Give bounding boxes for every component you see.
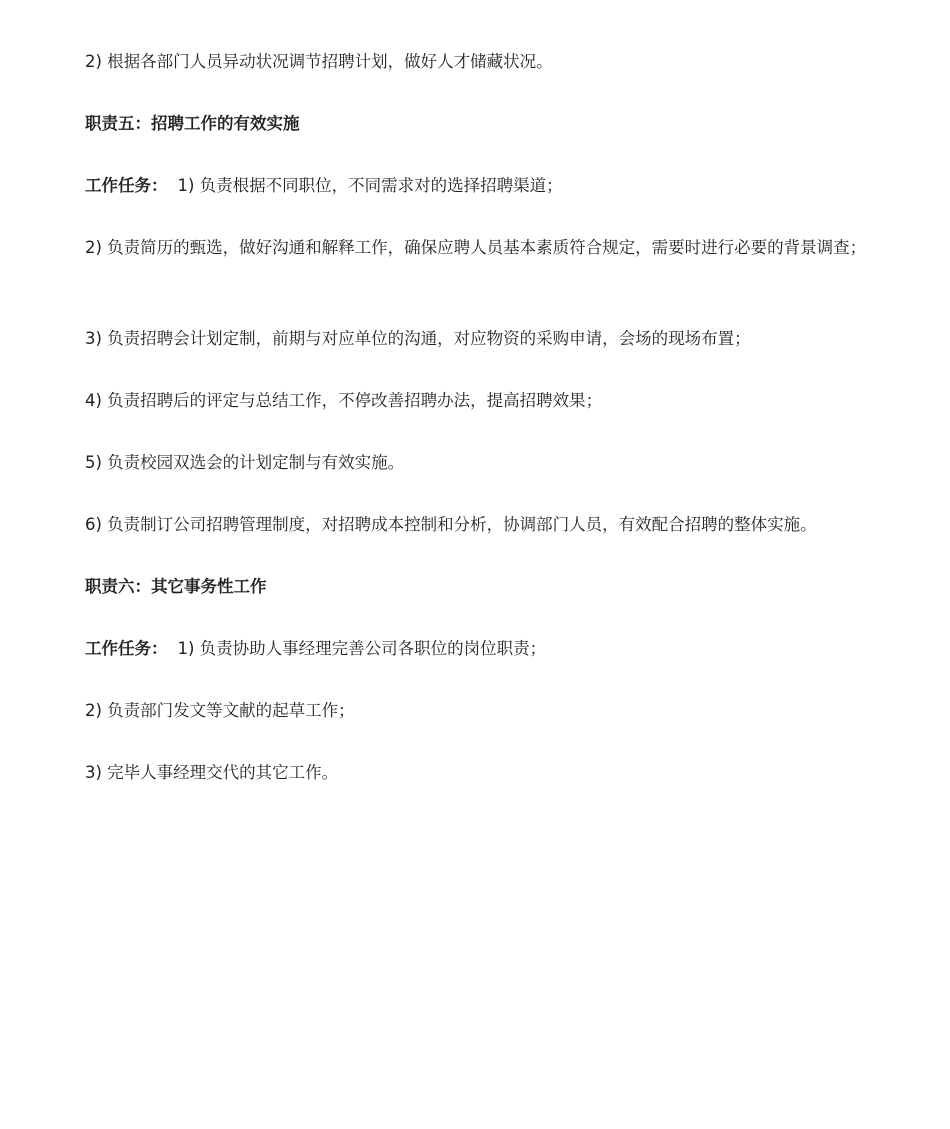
paragraph-recruitment-plan-adjustment [49, 47, 909, 76]
paragraph-text: 6) 负责制订公司招聘管理制度，对招聘成本控制和分析，协调部门人员，有效配合招聘的整体实施。 [85, 515, 817, 534]
paragraph-campus-fair [49, 448, 909, 477]
paragraph-task-job-responsibilities [49, 634, 909, 663]
paragraph-text: 5) 负责校园双选会的计划定制与有效实施。 [85, 453, 405, 472]
task-label: 工作任务： [85, 639, 168, 658]
paragraph-resume-screening [49, 233, 909, 262]
heading-text: 职责五：招聘工作的有效实施 [85, 114, 300, 133]
paragraph-text: 2) 根据各部门人员异动状况调节招聘计划，做好人才储藏状况。 [85, 52, 553, 71]
paragraph-text: 2) 负责部门发文等文献的起草工作； [85, 701, 355, 720]
paragraph-text: 4) 负责招聘后的评定与总结工作，不停改善招聘办法，提高招聘效果； [85, 391, 603, 410]
paragraph-text: 3) 负责招聘会计划定制，前期与对应单位的沟通，对应物资的采购申请，会场的现场布置； [85, 329, 751, 348]
paragraph-text: 1) 负责协助人事经理完善公司各职位的岗位职责； [177, 639, 547, 658]
paragraph-recruitment-evaluation [49, 386, 909, 415]
paragraph-recruitment-policy [49, 510, 909, 539]
section-heading-duty-five [49, 109, 909, 138]
paragraph-other-tasks [49, 758, 909, 787]
paragraph-document-drafting [49, 696, 909, 725]
paragraph-job-fair-planning [49, 324, 909, 353]
section-heading-duty-six [49, 572, 909, 601]
heading-text: 职责六：其它事务性工作 [85, 577, 267, 596]
paragraph-text: 1) 负责根据不同职位，不同需求对的选择招聘渠道； [177, 176, 563, 195]
task-label: 工作任务： [85, 176, 168, 195]
paragraph-text: 2) 负责简历的甄选，做好沟通和解释工作，确保应聘人员基本素质符合规定，需要时进行必要的背景调查； [85, 238, 867, 257]
paragraph-text: 3) 完毕人事经理交代的其它工作。 [85, 763, 339, 782]
paragraph-task-recruitment-channels [49, 171, 909, 200]
